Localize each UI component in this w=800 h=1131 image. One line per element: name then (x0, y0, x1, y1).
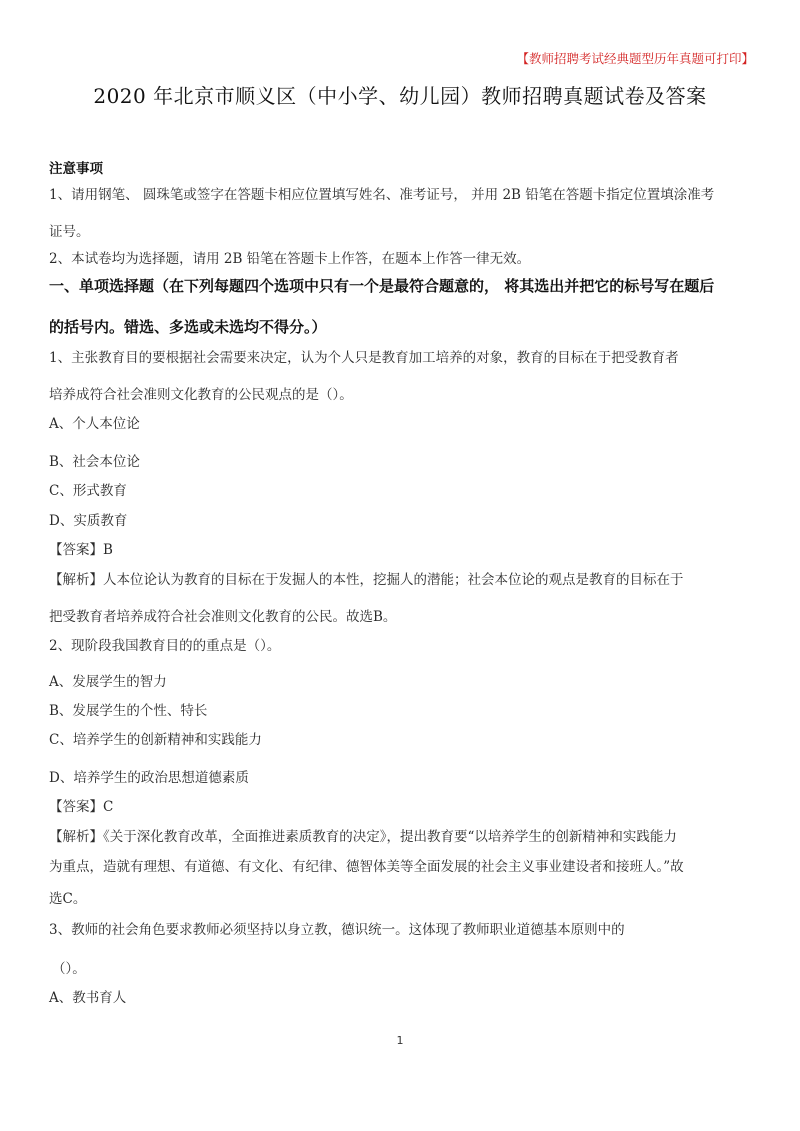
question-1-analysis: 【解析】人本位论认为教育的目标在于发掘人的本性，挖掘人的潜能；社会本位论的观点是教育的目标在于 (49, 572, 684, 588)
header-tag: 【教师招聘考试经典题型历年真题可打印】 (516, 51, 754, 66)
question-1-option-b: B、社会本位论 (49, 454, 140, 470)
notice-heading: 注意事项 (49, 161, 103, 177)
question-2-analysis-end: 选C。 (49, 891, 87, 907)
notice-item-1: 1、请用钢笔、 圆珠笔或签字在答题卡相应位置填写姓名、准考证号， 并用 2B 铅笔在答题卡指定位置填涂准考 (49, 187, 715, 203)
notice-item-2: 2、本试卷均为选择题，请用 2B 铅笔在答题卡上作答，在题本上作答一律无效。 (49, 251, 531, 267)
question-2-option-a: A、发展学生的智力 (49, 674, 167, 690)
question-2-option-d: D、培养学生的政治思想道德素质 (49, 770, 249, 786)
question-2-analysis: 【解析】《关于深化教育改革，全面推进素质教育的决定》，提出教育要“以培养学生的创新精神和实践能力 (49, 829, 677, 845)
question-1-stem: 1、主张教育目的要根据社会需要来决定，认为个人只是教育加工培养的对象，教育的目标在于把受教育者 (49, 350, 679, 366)
section-heading: 一、单项选择题（在下列每题四个选项中只有一个是最符合题意的， 将其选出并把它的标号写在题后 (49, 277, 715, 295)
question-3-stem: 3、教师的社会角色要求教师必须坚持以身立教，德识统一。这体现了教师职业道德基本原则中的 (49, 922, 625, 938)
question-2-analysis-cont: 为重点，造就有理想、有道德、有文化、有纪律、德智体美等全面发展的社会主义事业建设者和接班人。”故 (49, 859, 684, 875)
page-title: 2020 年北京市顺义区（中小学、幼儿园）教师招聘真题试卷及答案 (93, 84, 707, 108)
question-2-answer: 【答案】C (49, 799, 114, 815)
question-1-stem-cont: 培养成符合社会准则文化教育的公民观点的是（）。 (49, 387, 353, 403)
notice-item-1-cont: 证号。 (49, 224, 90, 240)
question-3-stem-cont: （）。 (52, 961, 86, 977)
question-1-analysis-cont: 把受教育者培养成符合社会准则文化教育的公民。故选B。 (49, 609, 397, 625)
question-2-option-c: C、培养学生的创新精神和实践能力 (49, 732, 262, 748)
question-1-answer: 【答案】B (49, 542, 113, 558)
question-1-option-d: D、实质教育 (49, 513, 128, 529)
question-1-option-c: C、形式教育 (49, 483, 127, 499)
section-heading-cont: 的括号内。错选、多选或未选均不得分。） (49, 318, 327, 336)
question-2-option-b: B、发展学生的个性、特长 (49, 703, 208, 719)
question-1-option-a: A、个人本位论 (49, 416, 140, 432)
question-2-stem: 2、现阶段我国教育目的的重点是（）。 (49, 638, 281, 654)
question-3-option-a: A、教书育人 (49, 990, 127, 1006)
page-number: 1 (396, 1034, 404, 1047)
